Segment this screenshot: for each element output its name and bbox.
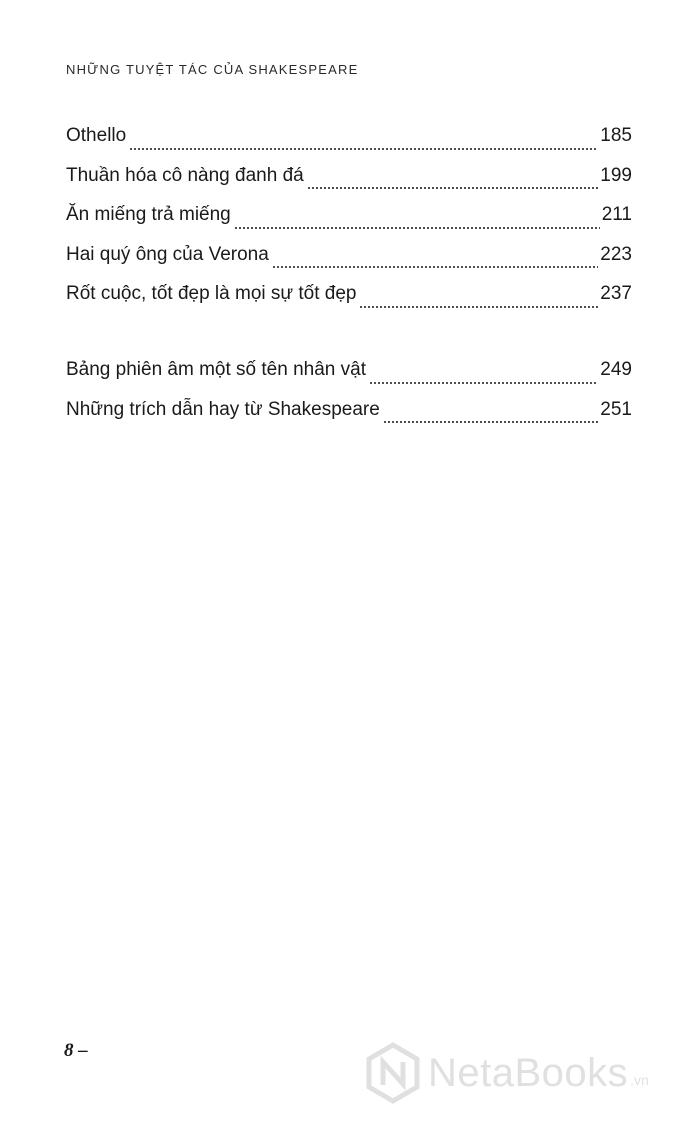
toc-entry[interactable] [66, 396, 632, 436]
toc-entry[interactable] [66, 201, 632, 241]
toc-entry[interactable] [66, 162, 632, 202]
toc-group-appendix [66, 356, 632, 435]
watermark-suffix: .vn [630, 1072, 649, 1088]
running-header: NHỮNG TUYỆT TÁC CỦA SHAKESPEARE [66, 62, 359, 77]
toc-leader-dots [369, 382, 598, 384]
watermark-brand: NetaBooks [428, 1050, 629, 1095]
toc-entry-page: 237 [600, 283, 632, 304]
toc-entry-title: Ăn miếng trả miếng [66, 204, 231, 225]
toc-entry-title: Rốt cuộc, tốt đẹp là mọi sự tốt đẹp [66, 283, 357, 304]
page-number: 8 – [64, 1040, 88, 1061]
toc-leader-dots [129, 148, 598, 150]
toc-entry-page: 251 [600, 398, 632, 420]
toc-entry[interactable] [66, 356, 632, 396]
toc-group-plays [66, 122, 632, 320]
toc-entry-title: Thuần hóa cô nàng đanh đá [66, 164, 304, 186]
toc-entry[interactable] [66, 122, 632, 162]
toc-entry-page: 199 [600, 164, 632, 186]
toc-entry-page: 185 [600, 125, 632, 146]
hexagon-n-logo-icon [362, 1042, 424, 1104]
toc-entry[interactable] [66, 241, 632, 281]
toc-leader-dots [272, 266, 598, 268]
toc-entry-page: 223 [600, 243, 632, 265]
toc-entry-title: Hai quý ông của Verona [66, 243, 269, 265]
toc-leader-dots [307, 187, 599, 189]
toc-entry-title: Những trích dẫn hay từ Shakespeare [66, 398, 380, 420]
toc-entry-page: 211 [601, 204, 632, 225]
toc-entry-title: Bảng phiên âm một số tên nhân vật [66, 359, 366, 380]
toc-entry-page: 249 [600, 359, 632, 380]
toc-leader-dots [359, 306, 598, 308]
toc-entry-title: Othello [66, 125, 127, 146]
toc-entry[interactable] [66, 280, 632, 320]
watermark [362, 1042, 649, 1104]
toc-leader-dots [234, 227, 600, 229]
toc-leader-dots [383, 421, 599, 423]
